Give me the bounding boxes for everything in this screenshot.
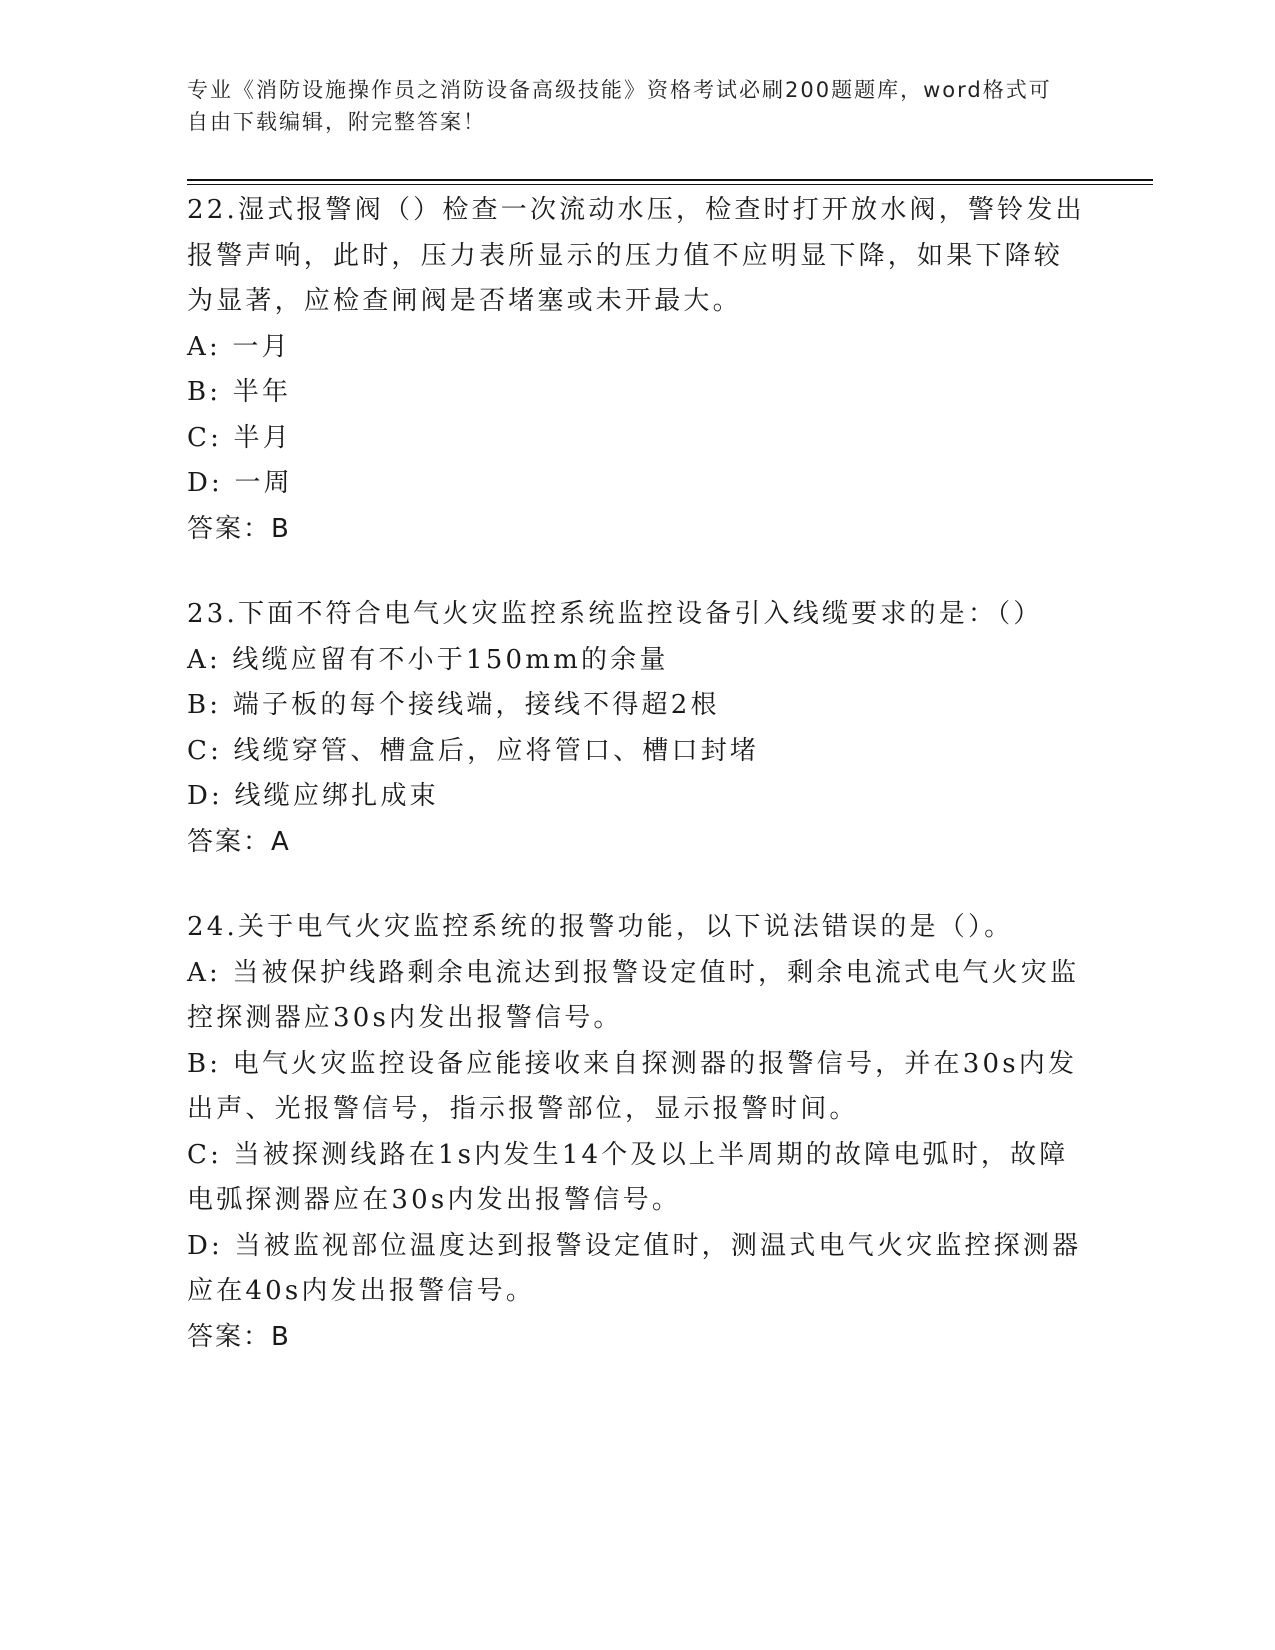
header-rule-thick [187, 179, 1153, 181]
option-text: 当被监视部位温度达到报警设定值时，测温式电气火灾监控探测器应在40s内发出报警信号。 [187, 1230, 1082, 1306]
option-a [187, 951, 1087, 1042]
question-23 [187, 592, 1087, 865]
option-b [187, 683, 1087, 729]
question-24 [187, 905, 1087, 1360]
option-text: 线缆应绑扎成束 [234, 781, 439, 811]
option-b [187, 370, 1087, 416]
option-letter: D: [187, 781, 224, 811]
question-list [187, 188, 1087, 1400]
answer-line: 答案：B [187, 513, 291, 544]
option-a [187, 638, 1087, 684]
option-text: 半月 [233, 422, 292, 453]
option-text: 一月 [232, 331, 291, 362]
option-letter: B: [187, 1048, 222, 1079]
option-c [187, 729, 1087, 775]
question-stem: 23.下面不符合电气火灾监控系统监控设备引入线缆要求的是：（） [187, 599, 1043, 629]
question-22 [187, 188, 1087, 552]
option-d [187, 1224, 1087, 1315]
answer-line: 答案：B [187, 1321, 291, 1352]
question-stem: 22.湿式报警阀（）检查一次流动水压，检查时打开放水阀，警铃发出报警声响，此时，压力表所显示的压力值不应明显下降，如果下降较为显著，应检查闸阀是否堵塞或未开最大。 [187, 195, 1085, 316]
question-stem: 24.关于电气火灾监控系统的报警功能，以下说法错误的是（）。 [187, 912, 1014, 942]
option-letter: A: [187, 644, 221, 675]
option-letter: A: [187, 331, 221, 362]
option-text: 一周 [234, 468, 293, 498]
option-letter: B: [187, 690, 222, 720]
document-header: 专业《消防设施操作员之消防设备高级技能》资格考试必刷200题题库，word格式可自由下载编辑，附完整答案！ [187, 78, 1052, 134]
option-text: 半年 [232, 377, 292, 407]
answer-line: 答案：A [187, 826, 291, 857]
option-b [187, 1042, 1087, 1133]
option-letter: A: [187, 957, 221, 988]
option-c [187, 1133, 1087, 1224]
option-text: 端子板的每个接线端，接线不得超2根 [232, 690, 720, 720]
option-letter: D: [187, 1230, 224, 1261]
option-text: 当被探测线路在1s内发生14个及以上半周期的故障电弧时，故障电弧探测器应在30s内发出报警信号。 [187, 1139, 1069, 1215]
option-a [187, 325, 1087, 371]
option-text: 当被保护线路剩余电流达到报警设定值时，剩余电流式电气火灾监控探测器应30s内发出报警信号。 [187, 957, 1080, 1033]
option-text: 电气火灾监控设备应能接收来自探测器的报警信号，并在30s内发出声、光报警信号，指示报警部位，显示报警时间。 [187, 1048, 1078, 1124]
option-text: 线缆应留有不小于150mm的余量 [232, 644, 669, 675]
option-letter: B: [187, 377, 222, 407]
option-letter: D: [187, 468, 224, 498]
option-letter: C: [187, 735, 223, 766]
option-d [187, 774, 1087, 820]
option-letter: C: [187, 1139, 223, 1170]
option-letter: C: [187, 422, 223, 453]
option-text: 线缆穿管、槽盒后，应将管口、槽口封堵 [233, 735, 760, 766]
header-rule-thin [187, 184, 1153, 185]
option-d [187, 461, 1087, 507]
option-c [187, 416, 1087, 462]
